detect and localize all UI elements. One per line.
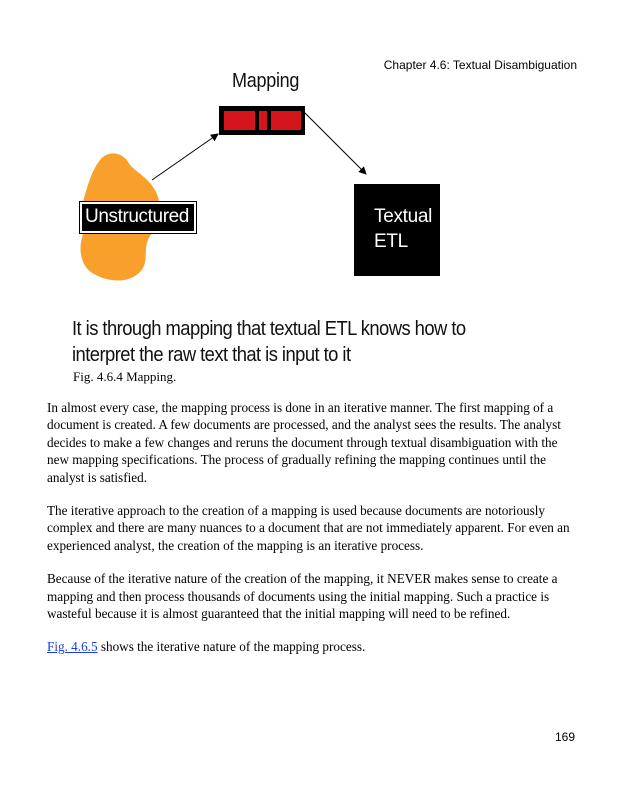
unstructured-label: Unstructured xyxy=(80,202,196,233)
arrow-to-mapping xyxy=(152,134,218,180)
paragraph-text: shows the iterative nature of the mapping process. xyxy=(97,639,366,655)
textual-etl-box xyxy=(354,184,440,276)
running-header: Chapter 4.6: Textual Disambiguation xyxy=(383,58,577,72)
mapping-icon xyxy=(219,106,305,135)
body-text xyxy=(47,399,572,672)
figure-label: Fig. 4.6.4 Mapping. xyxy=(73,369,177,384)
mapping-label: Mapping xyxy=(232,70,300,92)
paragraph xyxy=(47,638,572,655)
arrow-to-textual-etl xyxy=(304,112,366,174)
page-number: 169 xyxy=(554,730,575,744)
textual-etl-label: Textual ETL xyxy=(374,206,433,252)
paragraph: Because of the iterative nature of the creation of the mapping, it NEVER makes sense to create a mapping and then process thousands of documents using the initial mapping. Such a practice is wasteful because it is almost guaranteed that the initial mapping will need to be refined. xyxy=(47,571,558,622)
figure-caption-text: It is through mapping that textual ETL knows how to interpret the raw text that is input to it xyxy=(72,318,466,366)
figure-diagram xyxy=(0,0,617,310)
figure-mapping xyxy=(0,0,617,310)
paragraph: The iterative approach to the creation of a mapping is used because documents are notoriously complex and there are many nuances to a document that are not immediately apparent. For even an experienced analyst, the creation of the mapping is an iterative process. xyxy=(47,503,570,553)
paragraph: In almost every case, the mapping process is done in an iterative manner. The first mapping of a document is created. A few documents are processed, and the analyst sees the results. The analyst decides to make a few changes and reruns the document through textual disambiguation with the new mapping specifications. The process of gradually refining the mapping continues until the analyst is satisfied. xyxy=(47,400,561,485)
figure-reference-link[interactable]: Fig. 4.6.5 xyxy=(47,639,98,655)
